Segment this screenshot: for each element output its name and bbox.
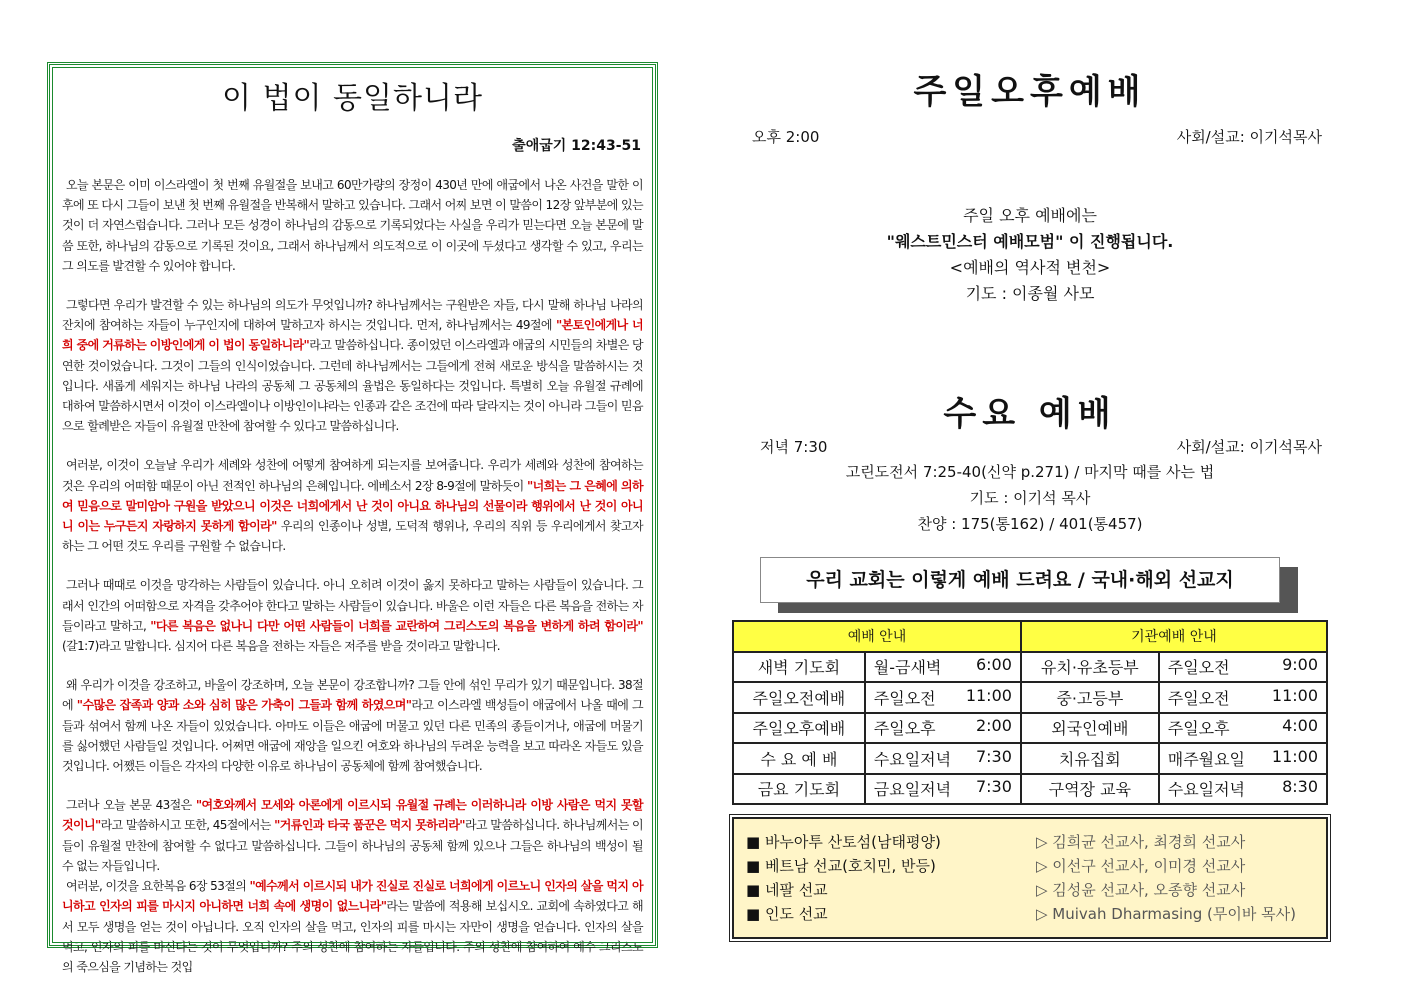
- missionaries: ▷ 김희균 선교사, 최경희 선교사: [1036, 832, 1246, 851]
- notice-line: "웨스트민스터 예배모범" 이 진행됩니다.: [886, 232, 1174, 251]
- notice-line: <예배의 역사적 변천>: [949, 258, 1111, 277]
- sermon-text: 여러분, 이것을 요한복음 6장 53절의: [66, 879, 250, 894]
- time-value: 11:00: [965, 685, 1012, 705]
- wednesday-prayer: 기도 : 이기석 목사: [969, 489, 1091, 507]
- time-value: 6:00: [975, 655, 1012, 675]
- sermon-text: 라고 말씀하십니다. 종이었던 이스라엘과 애굽의 시민들의 차별은 당연한 것이었습니다. 그것이 그들의 인식이었습니다. 그런데 하나님께서는 그들에게 전혀 새로운 방식을 말씀하시는 것입니다. 새롭게 세워지는 하나님 나라의 공동체 그 공동체의 율법은 동일하다는 것입니다. 특별히 오늘 유월절 규례에 대하여 말씀하시면서 이것이 이스라엘이나 이방인이냐라는 인종과 같은 조건에 따라 달라지는 것이 아니라 그들이 믿음으로 할례받은 자들이 유월절 만찬에 참여할 수 있다고 말씀하십니다.: [62, 338, 643, 434]
- day-value: 금요일저녁: [873, 780, 952, 800]
- day-value: 수요일저녁: [873, 749, 952, 769]
- day-value: 매주월요일: [1167, 749, 1246, 769]
- mission-box: [732, 817, 1328, 939]
- time-value: 4:00: [1282, 716, 1318, 736]
- sermon-paragraph: [62, 795, 643, 876]
- sermon-text: 왜 우리가 이것을 강조하고, 바울이 강조하며, 오늘 본문이 강조합니까? 그들 안에 섞인 무리가 있기 때문입니다. 38절에: [62, 678, 643, 713]
- service-name: 구역장 교육: [1021, 774, 1159, 805]
- service-name: 외국인예배: [1021, 713, 1159, 744]
- scripture-quote: "거류인과 타국 품꾼은 먹지 못하리라": [274, 818, 465, 833]
- time-value: 7:30: [975, 777, 1012, 797]
- wednesday-hymn: 찬양 : 175(통162) / 401(통457): [917, 515, 1143, 533]
- time-value: 8:30: [1282, 777, 1318, 797]
- day-value: 주일오후: [1167, 719, 1230, 739]
- wednesday-details: [730, 459, 1330, 537]
- scripture-quote: "예수께서 이르시되 내가 진실로 진실로 너희에게 이르노니 인자의 살을 먹지 아니하고 인자의 피를 마시지 아니하면 너희 속에 생명이 없느니라": [62, 879, 643, 914]
- service-name: 유치·유초등부: [1021, 652, 1159, 683]
- scripture-quote: "여호와께서 모세와 아론에게 이르시되 유월절 규례는 이러하니라 이방 사람은 먹지 못할 것이니": [62, 798, 643, 833]
- mission-item: [746, 853, 1314, 877]
- sermon-text: 그러나 오늘 본문 43절은: [66, 798, 196, 813]
- wednesday-title: 수요 예배: [943, 394, 1117, 434]
- sunday-pm-title: 주일오후예배: [913, 72, 1147, 112]
- service-name: 중·고등부: [1021, 682, 1159, 713]
- service-time: [865, 713, 1021, 744]
- sunday-pm-notice: [730, 203, 1330, 307]
- worship-schedule-table: [732, 620, 1328, 805]
- notice-line: 주일 오후 예배에는: [963, 206, 1097, 225]
- notice-line: 기도 : 이종월 사모: [965, 284, 1095, 303]
- sermon-text: 여러분, 이것이 오늘날 우리가 세례와 성찬에 어떻게 참여하게 되는지를 보여줍니다. 우리가 세례와 성찬에 참여하는 것은 우리의 어떠함 때문이 아닌 전적인 하나님의 은혜입니다. 에베소서 2장 8-9절에 말하듯이: [62, 458, 643, 493]
- service-time: [1159, 682, 1327, 713]
- mission-field: ■ 네팔 선교: [746, 880, 828, 899]
- sermon-paragraph: [62, 575, 643, 656]
- day-value: 주일오전: [1167, 688, 1230, 708]
- mission-item: [746, 877, 1314, 901]
- worship-guide-header: 예배 안내: [733, 621, 1021, 652]
- sermon-paragraph: [62, 876, 643, 977]
- sermon-paragraph: [62, 175, 643, 276]
- sermon-text: (갈1:7)라고 말합니다. 심지어 다른 복음을 전하는 자들은 저주를 받을 것이라고 말합니다.: [62, 639, 500, 654]
- worship-banner: 우리 교회는 이렇게 예배 드려요 / 국내·해외 선교지: [760, 557, 1280, 603]
- service-time: [865, 682, 1021, 713]
- service-name: 수 요 예 배: [733, 743, 865, 774]
- time-value: 9:00: [1282, 655, 1318, 675]
- service-name: 주일오후예배: [733, 713, 865, 744]
- mission-field: ■ 베트남 선교(호치민, 반등): [746, 856, 936, 875]
- sermon-paragraph: [62, 675, 643, 776]
- mission-field: ■ 인도 선교: [746, 904, 828, 923]
- day-value: 수요일저녁: [1167, 780, 1246, 800]
- sermon-panel: [47, 62, 658, 974]
- service-name: 금요 기도회: [733, 774, 865, 805]
- day-value: 월-금새벽: [873, 658, 942, 678]
- wednesday-scripture: 고린도전서 7:25-40(신약 p.271) / 마지막 때를 사는 법: [845, 463, 1215, 481]
- day-value: 주일오전: [1167, 658, 1230, 678]
- service-name: 주일오전예배: [733, 682, 865, 713]
- sunday-pm-info: [752, 126, 1322, 147]
- time-value: 2:00: [975, 716, 1012, 736]
- scripture-quote: "수많은 잡족과 양과 소와 심히 많은 가축이 그들과 함께 하였으며": [76, 698, 412, 713]
- service-time: [865, 652, 1021, 683]
- sermon-paragraph: [62, 295, 643, 436]
- sermon-title: 이 법이 동일하니라: [222, 81, 483, 116]
- sermon-paragraph: [62, 455, 643, 556]
- sermon-text: 오늘 본문은 이미 이스라엘이 첫 번째 유월절을 보내고 60만가량의 장정이 430년 만에 애굽에서 나온 사건을 말한 이후에 또 다시 그들이 보낸 첫 번째 유월절을 반복해서 말하고 있습니다. 그래서 어찌 보면 이 말씀이 12장 앞부분에 있는 것이 더 자연스럽습니다. 그러나 모든 성경이 하나님의 감동으로 기록되었다는 사실을 우리가 믿는다면 오늘 본문에 말씀 또한, 하나님의 감동으로 기록된 것이요, 그래서 하나님께서 의도적으로 이 이곳에 두셨다고 생각할 수 있고, 우리는 그 의도를 발견할 수 있어야 합니다.: [62, 178, 643, 273]
- sunday-pm-leader: 사회/설교: 이기석목사: [1176, 128, 1322, 146]
- mission-field: ■ 바누아투 산토섬(남태평양): [746, 832, 941, 851]
- sermon-text: 라고 말씀하십니다. 하나님께서는 이들이 유월절 만찬에 참여할 수 없다고 말씀하십니다. 그들이 하나님의 공동체 함께 있으나 그들은 하나님의 백성이 될 수 없는 자들입니다.: [62, 818, 643, 873]
- wednesday-info: [760, 436, 1322, 457]
- sermon-text: 그렇다면 우리가 발견할 수 있는 하나님의 의도가 무엇입니까? 하나님께서는 구원받은 자들, 다시 말해 하나님 나라의 잔치에 참여하는 자들이 누구인지에 대하여 말하고자 하시는 것입니다. 먼저, 하나님께서는 49절에: [62, 298, 643, 333]
- missionaries: ▷ 이선구 선교사, 이미경 선교사: [1036, 856, 1246, 875]
- bulletin-right-panel: [730, 60, 1330, 950]
- service-time: [865, 743, 1021, 774]
- service-time: [865, 774, 1021, 805]
- sermon-body: [62, 175, 643, 977]
- missionaries: ▷ Muivah Dharmasing (무이바 목사): [1036, 904, 1296, 923]
- sermon-reference: 출애굽기 12:43-51: [512, 138, 641, 154]
- table-row: [733, 743, 1327, 774]
- service-name: 새벽 기도회: [733, 652, 865, 683]
- sermon-text: 우리의 인종이나 성별, 도덕적 행위나, 우리의 직위 등 우리에게서 찾고자 하는 그 어떤 것도 우리를 구원할 수 없습니다.: [62, 519, 643, 554]
- sermon-text: 라고 이스라엘 백성들이 애굽에서 나올 때에 그들과 섞여서 함께 나온 자들이 있었습니다. 아마도 이들은 애굽에 머물고 있던 다른 민족의 종들이거나, 애굽에 머물기를 싫어했던 사람들일 것입니다. 어쩌면 애굽에 재앙을 일으킨 여호와 하나님의 두려운 능력을 보고 따라온 자들도 있을 것입니다. 어쨌든 이들은 각자의 다양한 이유로 하나님이 공동체에 함께 참여했습니다.: [62, 698, 643, 774]
- group-worship-header: 기관예배 안내: [1021, 621, 1327, 652]
- sermon-text: 라는 말씀에 적용해 보십시오. 교회에 속하였다고 해서 모두 생명을 얻는 것이 아닙니다. 오직 인자의 살을 먹고, 인자의 피를 마시는 자만이 생명을 얻습니다. 인자의 살을 먹고, 인자의 피를 마신다는 것이 무엇입니까? 주의 성찬에 참여하는 자들입니다. 주의 성찬에 참여하여 예수 그리스도의 죽으심을 기념하는 것입: [62, 899, 643, 974]
- scripture-quote: "너희는 그 은혜에 의하여 믿음으로 말미암아 구원을 받았으니 이것은 너희에게서 난 것이 아니요 하나님의 선물이라 행위에서 난 것이 아니니 이는 누구든지 자랑하지 못하게 함이라": [62, 478, 643, 534]
- mission-item: [746, 829, 1314, 853]
- scripture-quote: "본토인에게나 너희 중에 거류하는 이방인에게 이 법이 동일하니라": [62, 318, 643, 353]
- table-row: [733, 682, 1327, 713]
- table-row: [733, 652, 1327, 683]
- day-value: 주일오후: [873, 719, 936, 739]
- day-value: 주일오전: [873, 688, 936, 708]
- sermon-text: 그러나 때때로 이것을 망각하는 사람들이 있습니다. 아니 오히려 이것이 옳지 못하다고 말하는 사람들이 있습니다. 그래서 인간의 어떠함으로 자격을 갖추어야 한다고 말하는 사람들이 있습니다. 바울은 이런 자들은 다른 복음을 전하는 자들이라고 말하고,: [62, 578, 643, 633]
- time-value: 11:00: [1271, 685, 1318, 705]
- service-name: 치유집회: [1021, 743, 1159, 774]
- time-value: 11:00: [1271, 746, 1318, 766]
- service-time: [1159, 713, 1327, 744]
- mission-item: [746, 901, 1314, 925]
- sunday-pm-time: 오후 2:00: [752, 128, 820, 146]
- time-value: 7:30: [975, 746, 1012, 766]
- sermon-text: 라고 말씀하시고 또한, 45절에서는: [100, 818, 275, 833]
- wednesday-leader: 사회/설교: 이기석목사: [1176, 438, 1322, 456]
- table-row: [733, 713, 1327, 744]
- scripture-quote: "다른 복음은 없나니 다만 어떤 사람들이 너희를 교란하여 그리스도의 복음을 변하게 하려 함이라": [150, 618, 643, 633]
- wednesday-time: 저녁 7:30: [760, 438, 828, 456]
- service-time: [1159, 774, 1327, 805]
- service-time: [1159, 743, 1327, 774]
- service-time: [1159, 652, 1327, 683]
- missionaries: ▷ 김성윤 선교사, 오종향 선교사: [1036, 880, 1246, 899]
- table-row: [733, 774, 1327, 805]
